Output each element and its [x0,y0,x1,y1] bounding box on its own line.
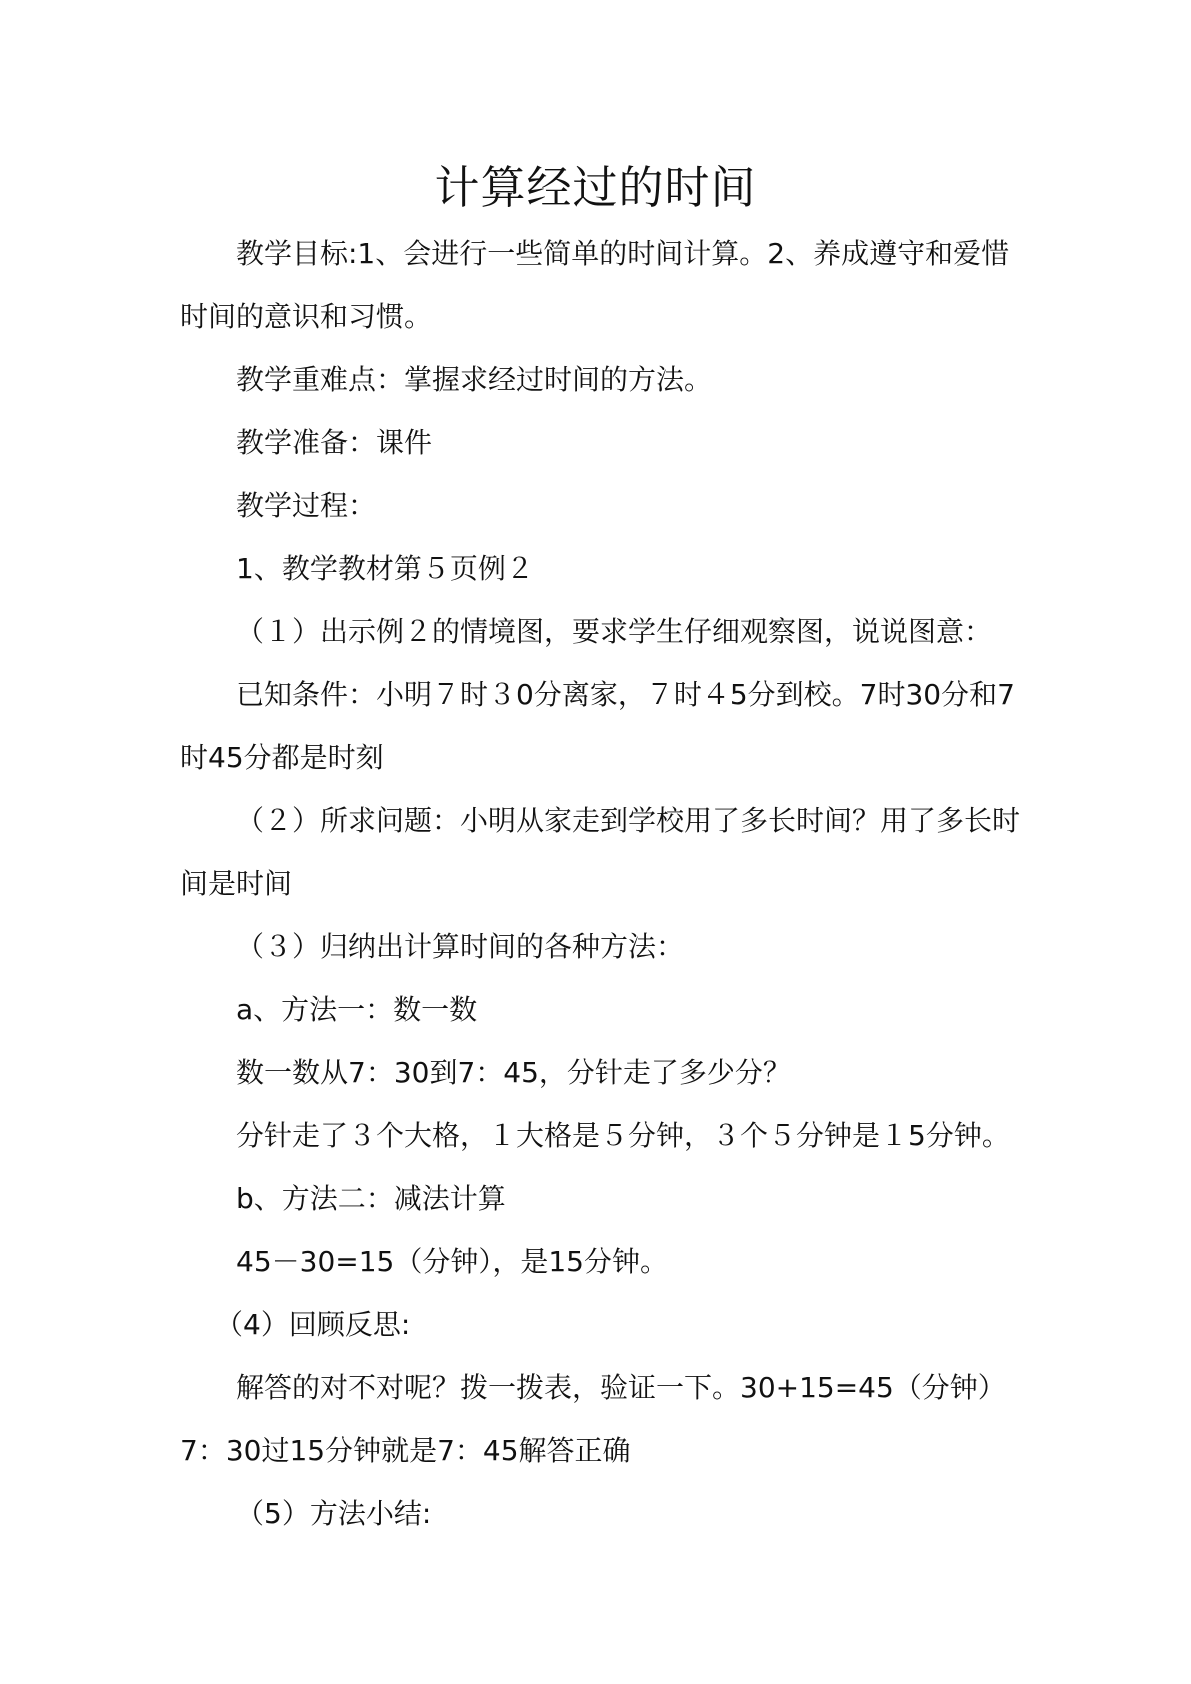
paragraph-key-points: 教学重难点：掌握求经过时间的方法。 [236,363,713,396]
paragraph-count-answer: 分针走了３个大格，１大格是５分钟，３个５分钟是１5分钟。 [236,1119,1010,1152]
paragraph-method-a: a、方法一：数一数 [236,993,478,1026]
paragraph-count-question: 数一数从7：30到7：45，分针走了多少分？ [236,1056,791,1089]
paragraph-preparation: 教学准备：课件 [236,426,433,459]
paragraph-step-2: （２）所求问题：小明从家走到学校用了多长时间？用了多长时间是时间 [180,804,1021,900]
document-title: 计算经过的时间 [434,161,757,214]
paragraph-subtraction: 45－30=15（分钟），是15分钟。 [236,1245,668,1278]
paragraph-method-b: b、方法二：减法计算 [236,1182,506,1215]
paragraph-verification: 解答的对不对呢？拨一拨表，验证一下。30+15=45（分钟）7：30过15分钟就是7：45解答正确 [180,1371,1006,1467]
paragraph-step-3: （３）归纳出计算时间的各种方法： [236,930,685,963]
paragraph-step-5: （5）方法小结: [236,1497,432,1530]
paragraph-objectives: 教学目标:1、会进行一些简单的时间计算。2、养成遵守和爱惜时间的意识和习惯。 [180,237,1010,333]
paragraph-step-4: （4）回顾反思: [215,1308,411,1341]
paragraph-process: 教学过程： [236,489,377,522]
paragraph-step-1: （１）出示例２的情境图，要求学生仔细观察图，说说图意： [236,615,993,648]
paragraph-known-conditions: 已知条件：小明７时３0分离家，７时４5分到校。7时30分和7时45分都是时刻 [180,678,1015,774]
document-body [180,222,1020,1545]
paragraph-example: 1、教学教材第５页例２ [236,552,534,585]
